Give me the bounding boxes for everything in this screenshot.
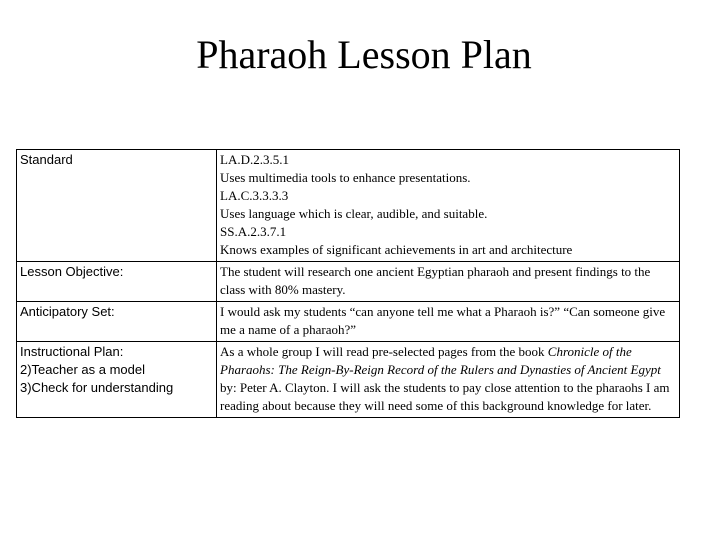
table-row [17, 302, 680, 342]
label-line: 3)Check for understanding [20, 380, 174, 395]
standard-code: LA.C.3.3.3.3 [220, 188, 289, 203]
lesson-plan-table [16, 149, 680, 418]
standard-content [217, 150, 680, 262]
standard-code: LA.D.2.3.5.1 [220, 152, 289, 167]
standard-code: SS.A.2.3.7.1 [220, 224, 287, 239]
label-line: Standard [20, 152, 73, 167]
row-label-lesson-objective [17, 262, 217, 302]
label-line: 2)Teacher as a model [20, 362, 146, 377]
label-line: Instructional Plan: [20, 344, 124, 359]
table-row [17, 262, 680, 302]
label-line: Anticipatory Set: [20, 304, 115, 319]
standard-description: Knows examples of significant achievements in art and architecture [220, 242, 573, 257]
table-row [17, 342, 680, 418]
table-row [17, 150, 680, 262]
book-title: Chronicle of the Pharaohs: The Reign-By-Reign Record of the Rulers and Dynasties of Ancient Egypt [220, 344, 661, 377]
row-label-anticipatory-set [17, 302, 217, 342]
label-line: Lesson Objective: [20, 264, 124, 279]
lesson-objective-content: The student will research one ancient Egyptian pharaoh and present findings to the class with 80% mastery. [217, 262, 680, 302]
plan-text-start: As a whole group I will read pre-selected pages from the book [220, 344, 548, 359]
plan-text-end: by: Peter A. Clayton. I will ask the students to pay close attention to the pharaohs I am reading about because they will need some of this background knowledge for later. [220, 380, 670, 413]
row-label-instructional-plan [17, 342, 217, 418]
page-title: Pharaoh Lesson Plan [196, 32, 532, 77]
standard-description: Uses multimedia tools to enhance presentations. [220, 170, 471, 185]
anticipatory-set-content: I would ask my students “can anyone tell me what a Pharaoh is?” “Can someone give me a name of a pharaoh?” [217, 302, 680, 342]
instructional-plan-content [217, 342, 680, 418]
row-label-standard [17, 150, 217, 262]
standard-description: Uses language which is clear, audible, and suitable. [220, 206, 488, 221]
